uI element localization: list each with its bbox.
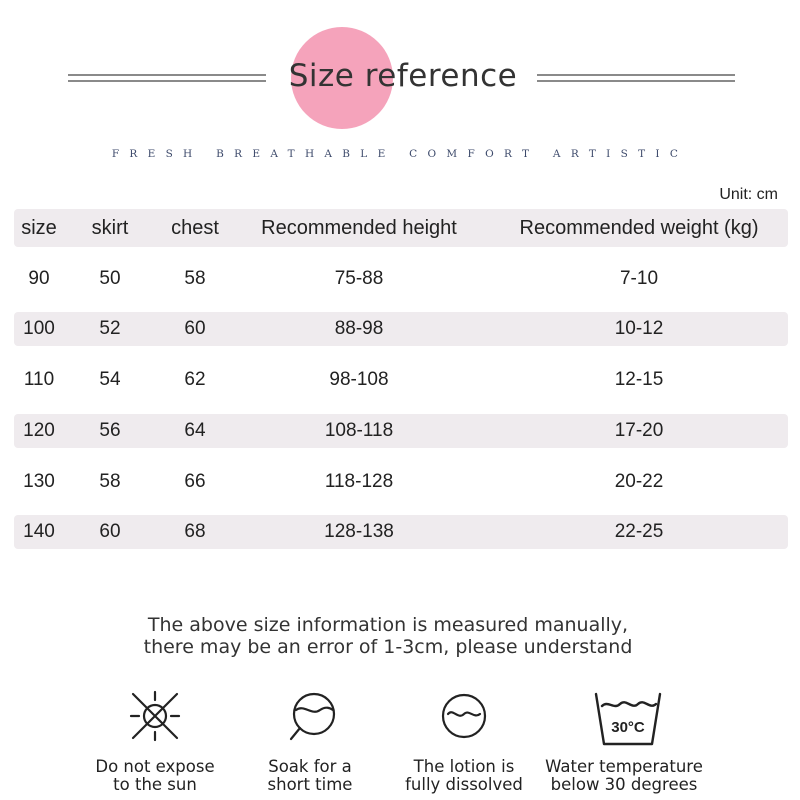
temperature-label: 30°C: [611, 719, 645, 736]
care-label-line: Soak for a: [268, 757, 352, 776]
measurement-note: [0, 614, 776, 658]
care-label-line: below 30 degrees: [550, 775, 698, 794]
column-header: chest: [171, 217, 219, 239]
table-cell: 54: [99, 369, 121, 390]
table-cell: 64: [184, 420, 206, 441]
care-label: [544, 758, 704, 794]
care-label-line: Water temperature: [545, 757, 703, 776]
table-cell: 100: [23, 318, 55, 339]
table-row: [14, 262, 788, 296]
table-row: [14, 515, 788, 549]
table-cell: 17-20: [614, 420, 664, 441]
table-cell: 120: [23, 420, 55, 441]
care-label-line: to the sun: [113, 775, 197, 794]
care-item-no-sun: [75, 688, 235, 800]
table-cell: 56: [99, 420, 121, 441]
unit-label: Unit: cm: [719, 186, 778, 203]
table-cell: 50: [99, 268, 121, 289]
table-cell: 20-22: [614, 471, 664, 492]
care-label-line: fully dissolved: [405, 775, 523, 794]
table-cell: 118-128: [324, 471, 394, 492]
no-sun-icon: [127, 688, 183, 744]
table-cell: 66: [184, 471, 206, 492]
table-cell: 58: [184, 268, 206, 289]
column-header: Recommended weight (kg): [519, 217, 759, 239]
care-label-line: Do not expose: [95, 757, 215, 776]
header: [0, 0, 800, 160]
care-label-line: The lotion is: [413, 757, 515, 776]
note-line: there may be an error of 1-3cm, please understand: [143, 636, 633, 658]
table-cell: 52: [99, 318, 121, 339]
table-cell: 128-138: [324, 521, 394, 542]
care-item-lotion: [384, 688, 544, 800]
table-cell: 130: [23, 471, 55, 492]
soak-icon: [284, 688, 340, 744]
care-label: [230, 758, 390, 794]
care-label: [384, 758, 544, 794]
table-cell: 108-118: [324, 420, 394, 441]
table-cell: 140: [23, 521, 55, 542]
wash-basin-icon: [592, 688, 664, 752]
tagline: FRESH BREATHABLE COMFORT ARTISTIC: [111, 148, 689, 160]
column-header: Recommended height: [261, 217, 457, 239]
table-cell: 98-108: [329, 369, 389, 390]
note-line: The above size information is measured manually,: [147, 614, 629, 636]
lotion-icon: [436, 688, 492, 744]
table-cell: 7-10: [619, 268, 659, 289]
table-header-row: [14, 209, 788, 247]
care-item-soak: [230, 688, 390, 800]
table-cell: 68: [184, 521, 206, 542]
table-cell: 60: [184, 318, 206, 339]
table-cell: 12-15: [614, 369, 664, 390]
table-cell: 75-88: [334, 268, 384, 289]
column-header: skirt: [91, 217, 129, 239]
table-cell: 58: [99, 471, 121, 492]
table-cell: 62: [184, 369, 206, 390]
care-label: [75, 758, 235, 794]
table-row: [14, 465, 788, 499]
table-cell: 22-25: [614, 521, 664, 542]
table-cell: 90: [28, 268, 50, 289]
table-row: [14, 312, 788, 346]
care-label-line: short time: [267, 775, 353, 794]
page-title: Size reference: [288, 58, 518, 94]
table-cell: 88-98: [334, 318, 384, 339]
care-item-water-temp: [544, 688, 704, 800]
column-header: size: [21, 217, 57, 239]
table-cell: 110: [23, 369, 55, 390]
table-row: [14, 363, 788, 397]
table-cell: 10-12: [614, 318, 664, 339]
table-row: [14, 414, 788, 448]
table-cell: 60: [99, 521, 121, 542]
